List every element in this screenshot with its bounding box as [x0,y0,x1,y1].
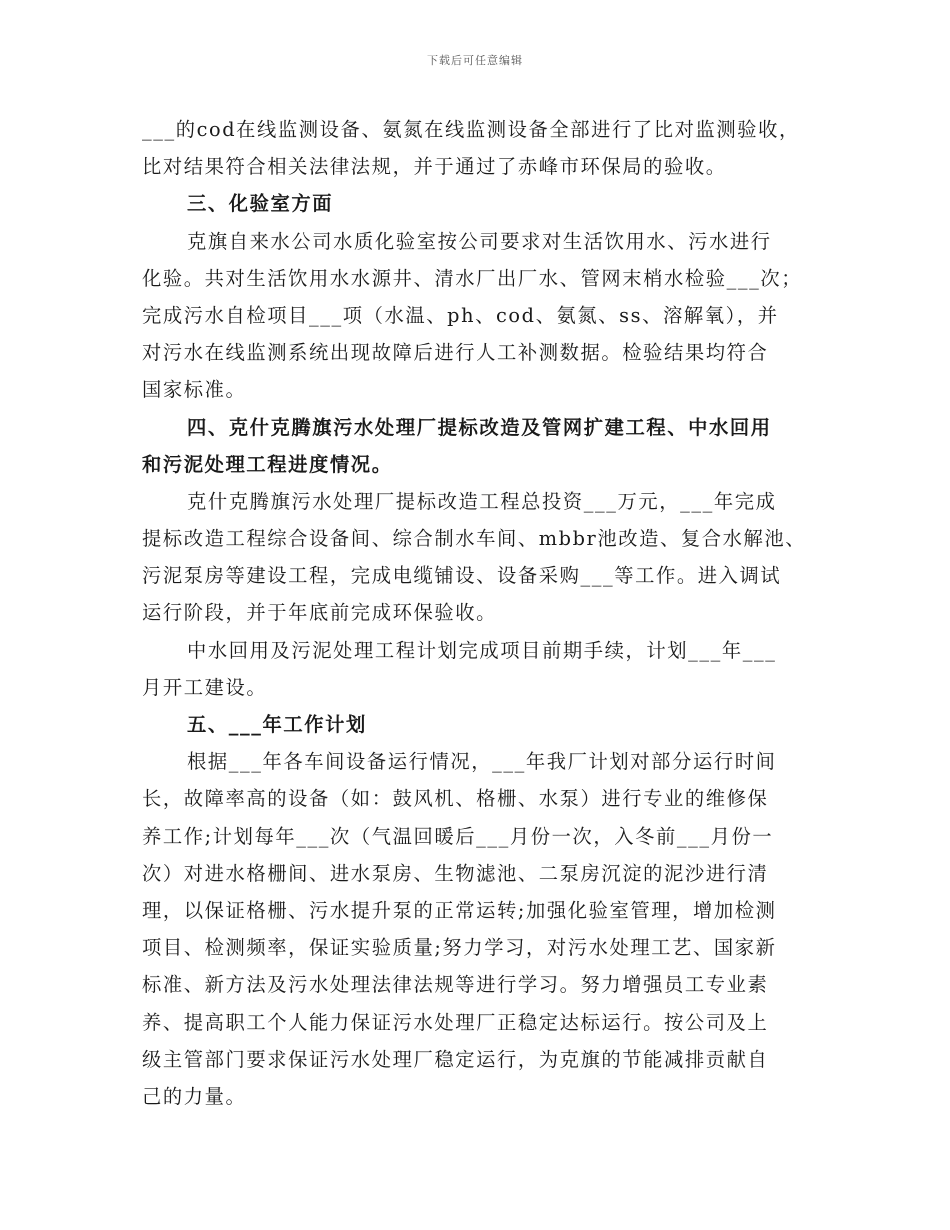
body-line: 标准、新方法及污水处理法律法规等进行学习。努力增强员工专业素 [142,973,769,997]
body-line: 化验。共对生活饮用水水源井、清水厂出厂水、管网末梢水检验___次； [142,266,803,290]
body-line: 月开工建设。 [142,675,268,699]
body-line: 级主管部门要求保证污水处理厂稳定运行，为克旗的节能减排贡献自 [142,1047,769,1071]
body-line: 运行阶段，并于年底前完成环保验收。 [142,601,497,625]
body-line: 养工作;计划每年___次（气温回暖后___月份一次，入冬前___月份一 [142,824,774,848]
body-line: 克什克腾旗污水处理厂提标改造工程总投资___万元，___年完成 [187,489,777,513]
body-line: 完成污水自检项目___项（水温、ph、cod、氨氮、ss、溶解氧），并 [142,303,779,327]
section-heading-plan: 五、___年工作计划 [187,713,367,736]
body-line: 对污水在线监测系统出现故障后进行人工补测数据。检验结果均符合 [142,341,769,365]
body-line: 养、提高职工个人能力保证污水处理厂正稳定达标运行。按公司及上 [142,1010,769,1034]
page-header: 下载后可任意编辑 [427,54,523,67]
body-line: 理，以保证格栅、污水提升泵的正常运转;加强化验室管理，增加检测 [142,898,777,922]
body-line: ___的cod在线监测设备、氨氮在线监测设备全部进行了比对监测验收， [142,118,800,141]
section-heading-project-cont: 和污泥处理工程进度情况。 [142,452,393,476]
body-line: 己的力量。 [142,1084,247,1108]
body-line: 克旗自来水公司水质化验室按公司要求对生活饮用水、污水进行 [187,229,772,253]
body-line: 国家标准。 [142,378,247,402]
document-body [142,111,825,1115]
body-line: 比对结果符合相关法律法规，并于通过了赤峰市环保局的验收。 [142,155,727,179]
body-line: 提标改造工程综合设备间、综合制水车间、mbbr池改造、复合水解池、 [142,527,807,551]
section-heading-project: 四、克什克腾旗污水处理厂提标改造及管网扩建工程、中水回用 [187,415,772,439]
section-heading-lab: 三、化验室方面 [187,192,334,216]
body-line: 根据___年各车间设备运行情况，___年我厂计划对部分运行时间 [187,750,777,774]
body-line: 中水回用及污泥处理工程计划完成项目前期手续，计划___年___ [187,638,777,662]
body-line: 次）对进水格栅间、进水泵房、生物滤池、二泵房沉淀的泥沙进行清 [142,861,769,885]
body-line: 长，故障率高的设备（如：鼓风机、格栅、水泵）进行专业的维修保 [142,787,769,811]
body-line: 污泥泵房等建设工程，完成电缆铺设、设备采购___等工作。进入调试 [142,564,782,588]
body-line: 项目、检测频率，保证实验质量;努力学习，对污水处理工艺、国家新 [142,936,777,960]
